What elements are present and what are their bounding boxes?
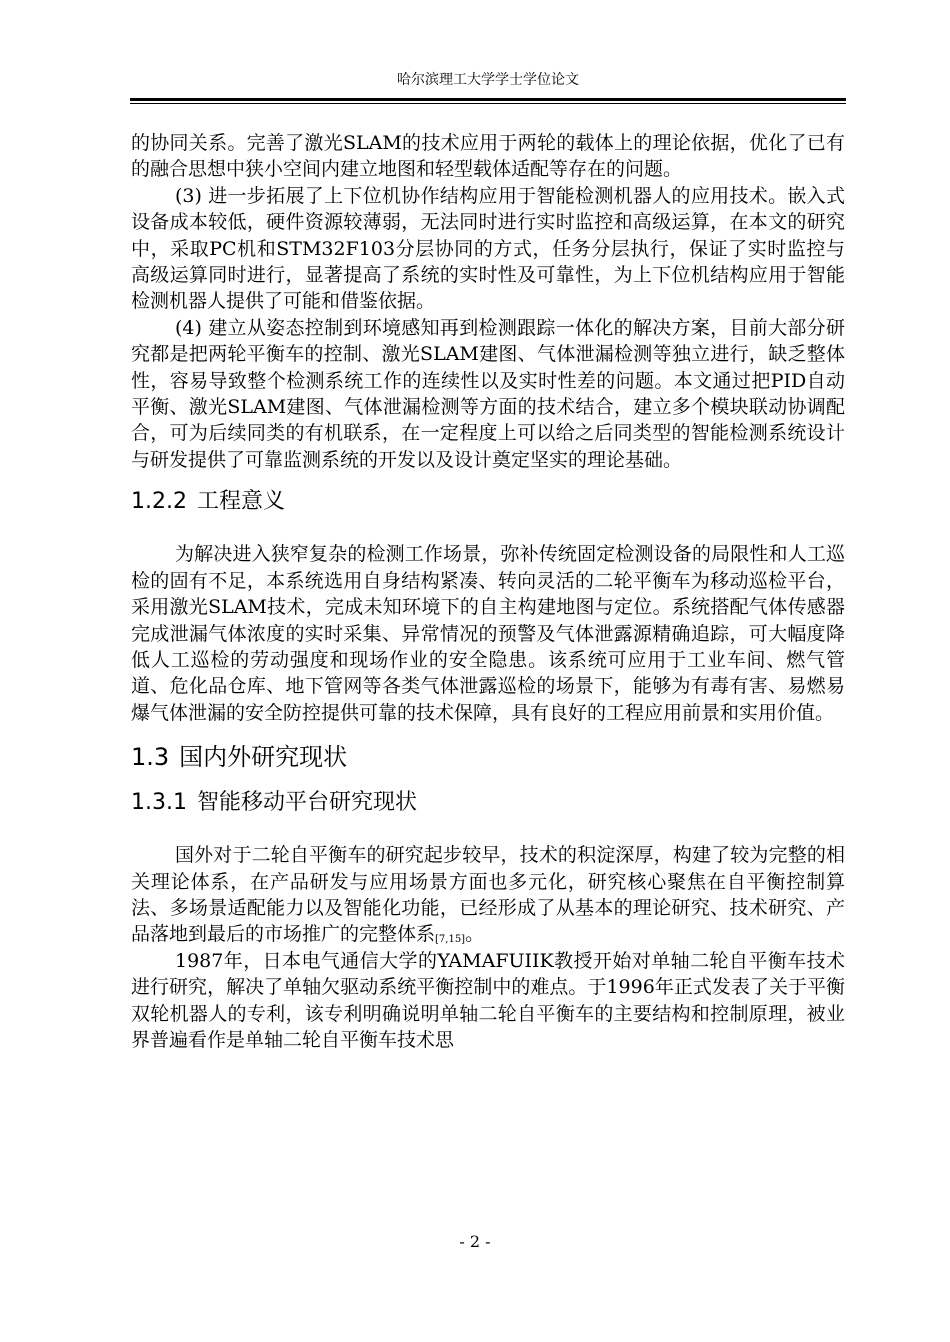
- section-number: 1.3.1: [131, 790, 187, 816]
- section-heading-1-2-2: [131, 487, 845, 517]
- section-title: 工程意义: [196, 489, 285, 515]
- section-heading-1-3: [131, 740, 845, 774]
- section-number: 1.3: [131, 743, 170, 772]
- paragraph-engineering-significance: 为解决进入狭窄复杂的检测工作场景，弥补传统固定检测设备的局限性和人工巡检的固有不足，本系统选用自身结构紧凑、转向灵活的二轮平衡车为移动巡检平台，采用激光SLAM技术，完成未知环境下的自主构建地图与定位。系统搭配气体传感器完成泄漏气体浓度的实时采集、异常情况的预警及气体泄露源精确追踪，可大幅度降低人工巡检的劳动强度和现场作业的安全隐患。该系统可应用于工业车间、燃气管道、危化品仓库、地下管网等各类气体泄露巡检的场景下，能够为有毒有害、易燃易爆气体泄漏的安全防控提供可靠的技术保障，具有良好的工程应用前景和实用价值。: [131, 543, 845, 724]
- header-rule-thick: [130, 98, 846, 101]
- paragraph-item-3: (3) 进一步拓展了上下位机协作结构应用于智能检测机器人的应用技术。嵌入式设备成本较低，硬件资源较薄弱，无法同时进行实时监控和高级运算，在本文的研究中，采取PC机和STM32F103分层协同的方式，任务分层执行，保证了实时监控与高级运算同时进行，显著提高了系统的实时性及可靠性，为上下位机结构应用于智能检测机器人提供了可能和借鉴依据。: [131, 184, 845, 313]
- page-header-title: 哈尔滨理工大学学士学位论文: [397, 72, 579, 88]
- page-number: - 2 -: [459, 1232, 491, 1251]
- paragraph-1987-history: 1987年，日本电气通信大学的YAMAFUIIK教授开始对单轴二轮自平衡车技术进行研究，解决了单轴欠驱动系统平衡控制中的难点。于1996年正式发表了关于平衡双轮机器人的专利，该专利明确说明单轴二轮自平衡车的主要结构和控制原理，被业界普遍看作是单轴二轮自平衡车技术思: [131, 949, 845, 1051]
- citation: [7,15]: [435, 934, 466, 946]
- paragraph-foreign-research: [131, 842, 845, 948]
- paragraph-end: 。: [465, 923, 485, 946]
- page-body: [131, 130, 845, 1053]
- header-rule-thin: [130, 103, 846, 104]
- paragraph-item-4: (4) 建立从姿态控制到环境感知再到检测跟踪一体化的解决方案，目前大部分研究都是把两轮平衡车的控制、激光SLAM建图、气体泄漏检测等独立进行，缺乏整体性，容易导致整个检测系统工作的连续性以及实时性差的问题。本文通过把PID自动平衡、激光SLAM建图、气体泄漏检测等方面的技术结合，建立多个模块联动协调配合，可为后续同类的有机联系，在一定程度上可以给之后同类型的智能检测系统设计与研发提供了可靠监测系统的开发以及设计奠定坚实的理论基础。: [131, 316, 845, 471]
- section-title: 智能移动平台研究现状: [196, 790, 417, 816]
- paragraph-continuation: 的协同关系。完善了激光SLAM的技术应用于两轮的载体上的理论依据，优化了已有的融合思想中狭小空间内建立地图和轻型载体适配等存在的问题。: [131, 132, 845, 181]
- section-heading-1-3-1: [131, 788, 845, 818]
- section-title: 国内外研究现状: [179, 743, 348, 772]
- section-number: 1.2.2: [131, 489, 187, 515]
- paragraph-text: 国外对于二轮自平衡车的研究起步较早，技术的积淀深厚，构建了较为完整的相关理论体系，在产品研发与应用场景方面也多元化，研究核心聚焦在自平衡控制算法、多场景适配能力以及智能化功能，已经形成了从基本的理论研究、技术研究、产品落地到最后的市场推广的完整体系: [131, 844, 845, 946]
